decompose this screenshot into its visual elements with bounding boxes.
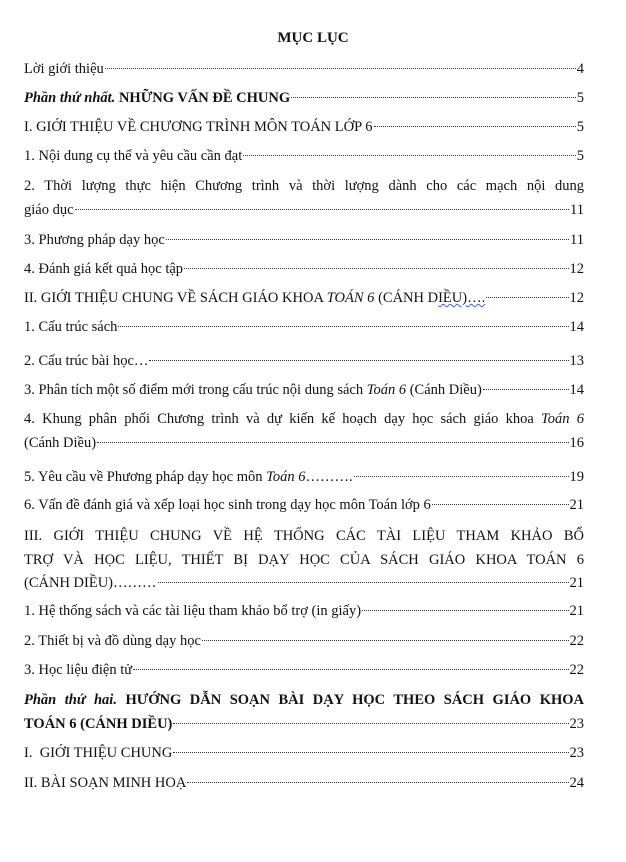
toc-entry-line [24,408,584,432]
toc-entry[interactable] [24,408,584,455]
toc-entry-line [24,258,584,282]
dot-leader [243,155,576,156]
dot-leader [133,669,568,670]
dot-leader [291,97,576,98]
toc-entry-line [24,772,584,796]
toc-page-number: 5 [576,148,584,164]
toc-entry-text: NHỮNG VẤN ĐỀ CHUNG [115,90,291,106]
toc-page-number: 22 [569,633,584,649]
dot-leader [173,723,568,724]
toc-entry-line [24,742,584,766]
dot-leader [158,582,569,583]
toc-entry[interactable] [24,379,584,403]
toc-entry-text: 3. Học liệu điện tử [24,662,133,678]
dot-leader [105,68,576,69]
toc-entry-text: IỀU)…. [438,290,486,306]
toc-entry-text: 1. Cấu trúc sách [24,319,118,335]
toc-entry-text: (Cánh Diều) [24,434,97,451]
toc-entry-text: I. GIỚI THIỆU VỀ CHƯƠNG TRÌNH MÔN TOÁN LỚP 6 [24,119,373,135]
toc-entry[interactable] [24,689,584,736]
toc-entry[interactable] [24,87,584,111]
toc-entry[interactable] [24,175,584,222]
toc-entry-line [24,379,584,403]
toc-page-number: 11 [570,201,584,218]
dot-leader [149,360,568,361]
dot-leader [166,239,569,240]
toc-entry-text: 2. Cấu trúc bài học… [24,353,149,369]
toc-page-number: 21 [569,603,584,619]
toc-entry-line [24,572,584,596]
toc-entry[interactable] [24,229,584,253]
toc-entry-text: Toán 6 [266,469,306,485]
toc-page-number: 14 [569,319,584,335]
dot-leader [187,782,568,783]
toc-page-number: 22 [569,662,584,678]
toc-entry-text: Toán 6 [366,382,407,398]
toc-entry-line [24,713,584,737]
toc-page-number: 11 [570,232,584,248]
dot-leader [173,752,568,753]
toc-entry-line [24,175,584,199]
toc-page-number: 13 [569,353,584,369]
dot-leader [354,476,569,477]
toc-entry[interactable] [24,258,584,282]
dot-leader [432,504,569,505]
toc-entry-text: I. GIỚI THIỆU CHUNG [24,745,173,761]
toc-page-number: 5 [576,119,584,135]
toc-page-number: 24 [569,775,584,791]
dot-leader [486,297,568,298]
toc-page-number: 12 [569,290,584,306]
toc-entry-text: Phần thứ hai. [24,692,117,708]
toc-entry[interactable] [24,316,584,340]
toc-entry-line [24,316,584,340]
toc-entry[interactable] [24,494,584,518]
toc-page-number: 21 [569,497,584,513]
toc-entry-text: 4. Khung phân phối Chương trình và dự kiến kế hoạch dạy học sách giáo khoa [24,411,542,427]
toc-entry-line [24,287,584,311]
toc-page-number: 16 [569,434,584,451]
toc-entry[interactable] [24,525,584,596]
toc-entry[interactable] [24,742,584,766]
toc-entry-line [24,87,584,111]
dot-leader [202,640,569,641]
toc-entry-line [24,116,584,140]
dot-leader [483,389,569,390]
toc-entry[interactable] [24,659,584,683]
toc-entry-text: 3. Phân tích một số điểm mới trong cấu trúc nội dung sách [24,382,367,398]
toc-entry-text: Phần thứ nhất. [24,90,116,106]
dot-leader [374,126,576,127]
toc-page-number: 4 [576,61,584,77]
toc-entry-text: TOÁN 6 [326,290,375,306]
toc-page-number: 5 [576,90,584,106]
dot-leader [75,209,570,210]
toc-entry-text: 1. Hệ thống sách và các tài liệu tham khảo bổ trợ (in giấy) [24,603,362,619]
toc-entry-text: Lời giới thiệu [24,61,104,77]
toc-entry-text: 5. Yêu cầu về Phương pháp dạy học môn [24,469,267,485]
toc-entry-line [24,689,584,713]
toc-entry-text: III. GIỚI THIỆU CHUNG VỀ HỆ THỐNG CÁC TÀI LIỆU THAM KHẢO BỔ [24,528,584,544]
toc-entry[interactable] [24,466,584,490]
dot-leader [362,610,568,611]
toc-entry[interactable] [24,58,584,82]
toc-title: MỤC LỤC [277,30,349,46]
toc-entry-text: TOÁN 6 (CÁNH DIỀU) [24,715,173,732]
toc-entry-text: 1. Nội dung cụ thể và yêu cầu cần đạt [24,148,243,164]
dot-leader [97,442,568,443]
toc-entry-text: HƯỚNG DẪN SOẠN BÀI DẠY HỌC THEO SÁCH GIÁO KHOA [116,692,585,708]
toc-entry[interactable] [24,350,584,374]
toc-entry-text: TRỢ VÀ HỌC LIỆU, THIẾT BỊ DẠY HỌC CỦA SÁCH GIÁO KHOA TOÁN 6 [24,551,584,568]
toc-page-number: 21 [569,575,584,591]
toc-entry-line [24,432,584,456]
toc-entry-line [24,199,584,223]
toc-entry-line [24,350,584,374]
toc-entry[interactable] [24,772,584,796]
toc-entry-text: 2. Thiết bị và đồ dùng dạy học [24,633,201,649]
toc-page-number: 23 [569,745,584,761]
toc-entry-text: (CÁNH D [374,290,439,306]
toc-entry[interactable] [24,600,584,624]
toc-entry-text: (Cánh Diều) [406,382,482,398]
toc-entry-line [24,630,584,654]
toc-entry-line [24,600,584,624]
toc-entry[interactable] [24,145,584,169]
toc-entry-text: II. BÀI SOẠN MINH HOẠ [24,775,187,791]
toc-entry-line [24,229,584,253]
toc-entry[interactable] [24,287,584,311]
toc-entry-text: 3. Phương pháp dạy học [24,232,165,248]
toc-entry[interactable] [24,630,584,654]
toc-entry-text: ………. [305,469,353,485]
dot-leader [118,326,568,327]
toc-entry-text: II. GIỚI THIỆU CHUNG VỀ SÁCH GIÁO KHOA [24,290,327,306]
toc-entry-line [24,549,584,573]
toc-entry-text: Toán 6 [541,411,585,427]
toc-entry-text: 2. Thời lượng thực hiện Chương trình và thời lượng dành cho các mạch nội dung [24,178,584,194]
toc-entry-text: 4. Đánh giá kết quả học tập [24,261,184,277]
toc-entry-text: giáo dục [24,201,74,218]
toc-page-number: 12 [569,261,584,277]
toc-entry-line [24,466,584,490]
toc-entry-line [24,145,584,169]
toc-entry-line [24,659,584,683]
toc-entry-line [24,494,584,518]
toc-entry-text: (CÁNH DIỀU)……… [24,575,157,591]
toc-page-number: 23 [569,715,584,732]
toc-entry[interactable] [24,116,584,140]
toc-page-number: 14 [569,382,584,398]
toc-entry-text: 6. Vấn đề đánh giá và xếp loại học sinh trong dạy học môn Toán lớp 6 [24,497,431,513]
dot-leader [184,268,568,269]
toc-entry-line [24,58,584,82]
toc-page-number: 19 [569,469,584,485]
toc-entry-line [24,525,584,549]
